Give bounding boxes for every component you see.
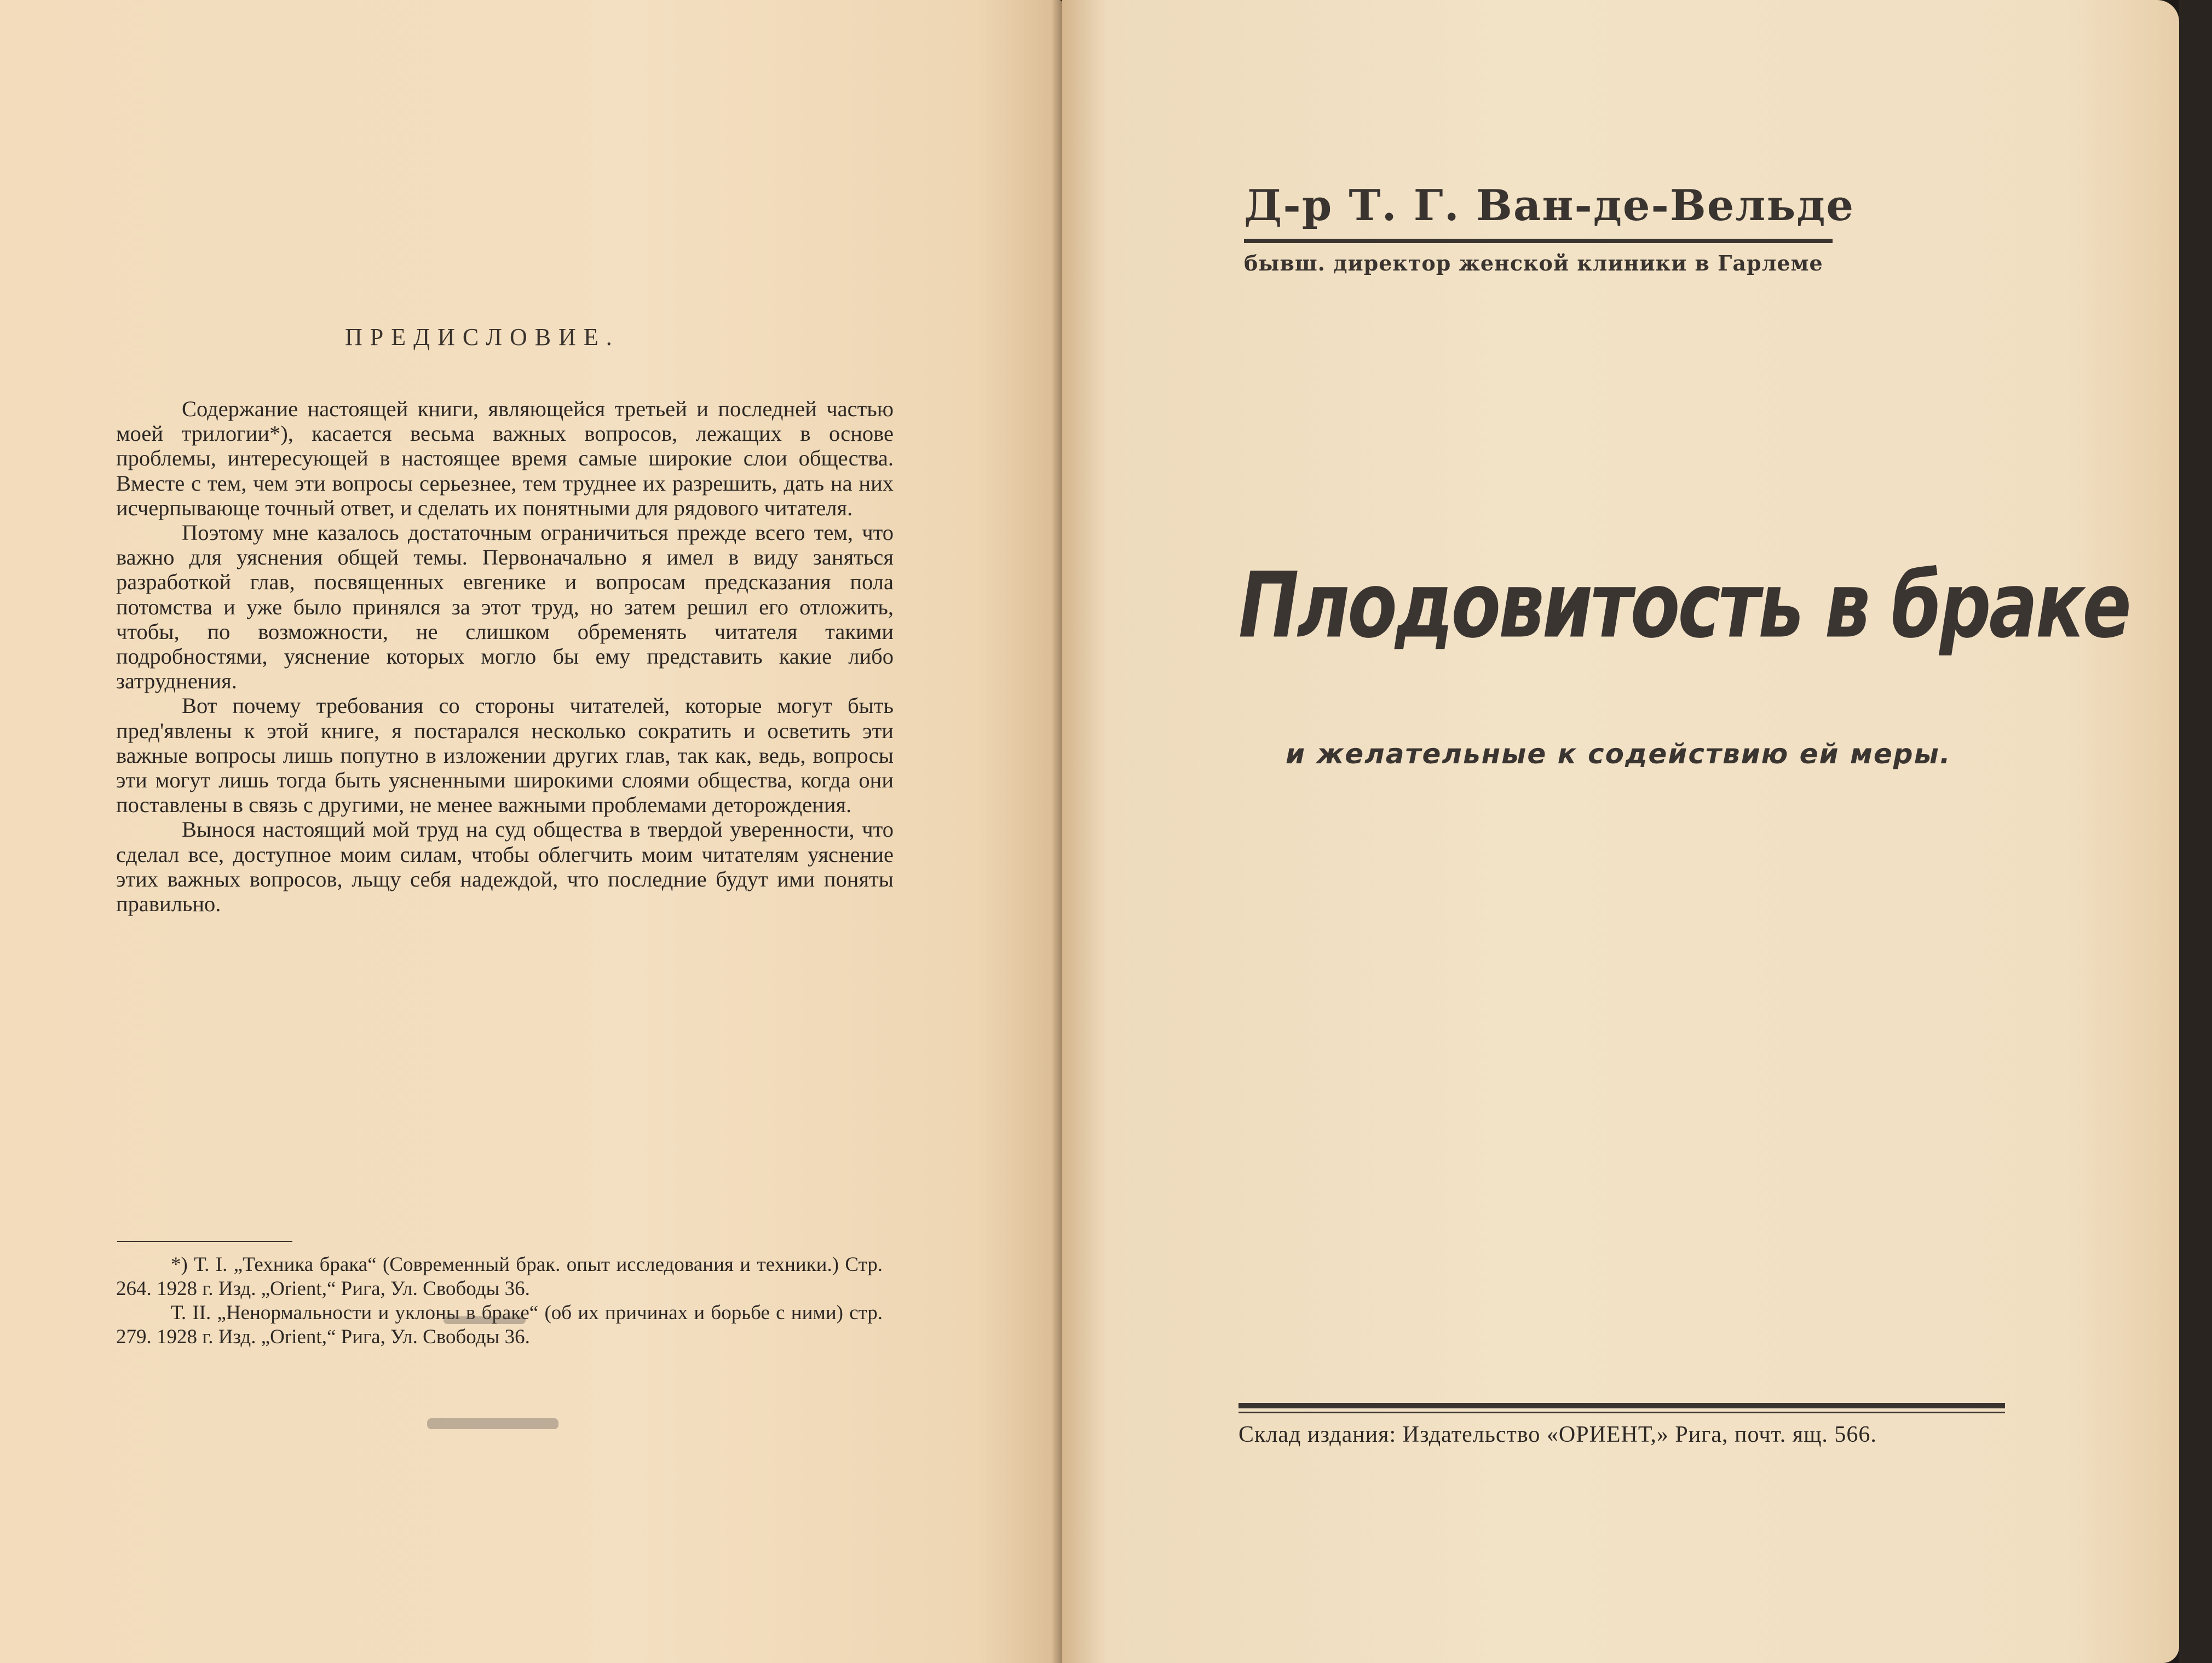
background-edge [2179,0,2212,1663]
footnote-divider [117,1241,292,1242]
ink-smudge [443,1316,526,1324]
footnotes [116,1253,883,1349]
preface-paragraph: Поэтому мне казалось достаточным ограничиться прежде всего тем, что важно для уяснения общей темы. Первоначально я имел в виду заняться разработкой глав, посвященных евгенике и вопросам предсказания пола потомства и уже было принялся за этот труд, но затем решил его отложить, чтобы, по возможности, не слишком обременять читателя такими подробностями, уяснение которых могло бы ему представить какие либо затруднения. [116,520,894,694]
book-subtitle: и желательные к содействию ей меры. [1286,738,1951,770]
right-page [1062,0,2179,1663]
preface-heading: ПРЕДИСЛОВИЕ. [345,324,620,350]
publisher-divider [1239,1403,2005,1408]
preface-paragraph: Содержание настоящей книги, являющейся третьей и последней частью моей трилогии*), касается весьма важных вопросов, лежащих в основе проблемы, интересующей в настоящее время самые широкие слои общества. Вместе с тем, чем эти вопросы серьезнее, тем труднее их разрешить, дать на них исчерпывающе точный ответ, и сделать их понятными для рядового читателя. [116,396,894,520]
author-title: бывш. директор женской клиники в Гарлеме [1244,251,1823,275]
left-page [0,0,1062,1663]
author-name: Д-р Т. Г. Ван-де-Вельде [1244,181,1854,231]
ink-smudge [427,1418,558,1429]
preface-body [116,396,894,916]
author-underline [1244,239,1833,243]
preface-paragraph: Вынося настоящий мой труд на суд общества в твердой уверенности, что сделал все, доступное моим силам, чтобы облегчить моим читателям уяснение этих важных вопросов, льщу себя надеждой, что последние будут ими поняты правильно. [116,817,894,917]
preface-paragraph: Вот почему требования со стороны читателей, которые могут быть пред'явлены к этой книге, я постарался несколько сократить и осветить эти важные вопросы лишь попутно в изложении других глав, так как, ведь, вопросы эти могут лишь тогда быть уясненными широкими слоями общества, когда они поставлены в связь с другими, не менее важными проблемами деторождения. [116,693,894,818]
book-title: Плодовитость в браке [1239,553,2129,659]
publisher-divider-thin [1239,1412,2005,1413]
publisher-info: Склад издания: Издательство «ОРИЕНТ,» Рига, почт. ящ. 566. [1239,1422,1877,1447]
footnote: *) Т. I. „Техника брака“ (Современный брак. опыт исследования и техники.) Стр. 264. 1928 г. Изд. „Orient,“ Рига, Ул. Свободы 36. [116,1253,883,1300]
footnote: Т. II. „Ненормальности и уклоны в браке“ (об их причинах и борьбе с ними) стр. 279. 1928 г. Изд. „Orient,“ Рига, Ул. Свободы 36. [116,1302,883,1348]
